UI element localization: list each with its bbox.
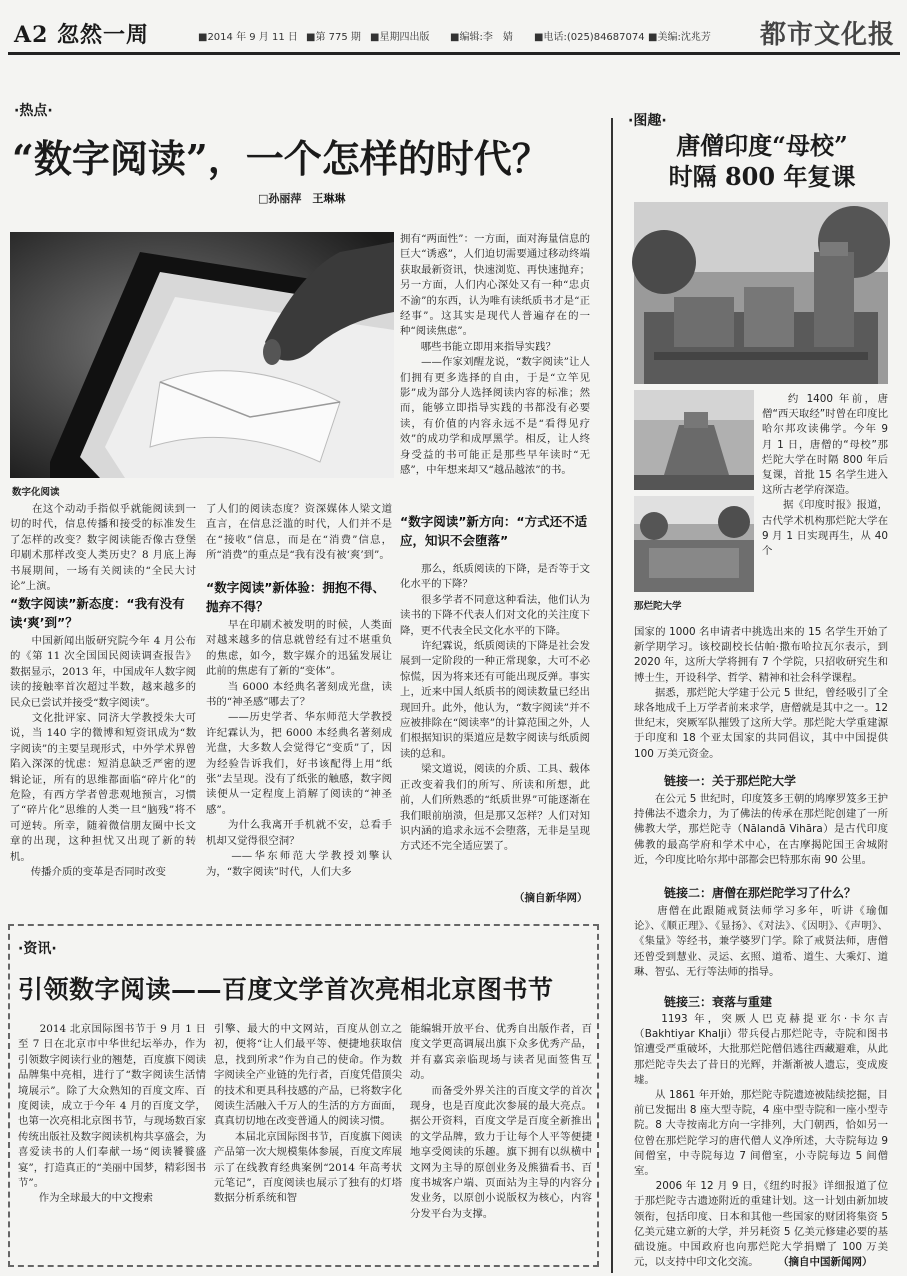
photo-caption: 数字化阅读: [12, 487, 60, 498]
link-paragraph: 1193 年，突厥人巴克赫提亚尔·卡尔吉（Bakhtiyar Khalji）带兵侵占那烂陀寺，寺院和图书馆遭受严重破坏，大批那烂陀僧侣逃往西藏避难，从此那烂陀寺失去了昔日的光辉，并渐渐被人遗忘，变成废墟。 从 1861 年开始，那烂陀寺院遗迹被陆续挖掘，目前已发掘出 8 座大型寺院，4 座中型寺院和一座小型寺院。8 大寺按南北方向一字排列，大门朝西，恰如另一位曾在那烂陀学习的唐代僧人义净所述，大寺院每边 9 间僧室，中寺院每边 7 间僧室，小寺院每边 5 间僧室。 2006 年 12 月 9 日，《纽约时报》详细报道了位于那烂陀寺古遗迹附近的重建计划。这一计划由新加坡领衔，包括印度、日本和其他一些国家的财团将集资 5 亿美元建立新的大学，并另耗资 5 亿美元修建必要的基础设施。中国政府也向那烂陀大学捐赠了 100 万美元，以支持中印文化交流。: [634, 1013, 888, 1269]
article-byline: □孙丽萍 王琳琳: [258, 192, 346, 205]
right-headline: 唐僧印度“母校” 时隔 800 年复课: [668, 131, 856, 191]
news-tag: ·资讯·: [18, 941, 57, 957]
article-subheading: “数字阅读”新体验：拥抱不得、抛弃不得？: [206, 580, 385, 614]
right-photo-caption: 那烂陀大学: [634, 601, 682, 612]
newspaper-brand: 都市文化报: [759, 20, 895, 50]
link-paragraph: 唐僧在此跟随戒贤法师学习多年，听讲《瑜伽论》、《顺正理》、《显扬》、《对法》、《因明》、《声明》、《集量》等经书，兼学婆罗门学。除了戒贤法师，唐僧还曾受到慧业、灵运、玄照、道希、道生、大乘灯、道琳、智弘、无行等法师的指导。: [634, 905, 888, 978]
right-paragraph: 约 1400 年前，唐僧“西天取经”时曾在印度比哈尔邦攻读佛学。今年 9 月 1 日，唐僧的“母校”那烂陀大学在时隔 800 年后复课，首批 15 名学生进入这所古老学府深造。 据《印度时报》报道，古代学术机构那烂陀大学在 9 月 1 日实现再生，从 40 个: [762, 393, 888, 558]
article-headline: “数字阅读”，一个怎样的时代？: [12, 136, 550, 181]
article-subheading: “数字阅读”新方向：“方式还不适应，知识不会堕落”: [400, 514, 588, 548]
issue-weekday: ■星期四出版: [370, 32, 430, 43]
link-heading: 链接三：衰落与重建: [664, 995, 773, 1009]
article-paragraph: 拥有“两面性”：一方面，面对海量信息的巨大“诱惑”，人们迫切需要通过移动终端获取最新资讯，快速浏览、再快速抛弃；另一方面，人们内心深处又有一种“忠贞不渝”的东西，认为唯有读纸质书才是“正经事”。这其实是现代人普遍存在的一种“阅读焦虑”。 哪些书能立即用来指导实践？ ——作家刘醒龙说，“数字阅读”让人们拥有更多选择的自由，于是“立竿见影”成为部分人选择阅读内容的标准；然而，能够立即指导实践的书都没有必要读，有价值的内容永远不是“看得见疗效”的成功学和成厚黑学。相反，让人终身受益的书可能正是那些早年读时“无感”，中年想来却又“越品越浓”的书。: [400, 233, 590, 477]
link-paragraph: 在公元 5 世纪时，印度笈多王朝的鸠摩罗笈多王护持佛法不遗余力，为了佛法的传承在那烂陀创建了一所佛教大学，那烂陀寺（Nālandā Vihāra）是古代印度佛教的最高学府和学术中心，在古摩揭陀国王舍城附近，今印度比哈尔邦中部都会巴特那东南 90 公里。: [634, 793, 888, 866]
column-divider: [611, 118, 613, 1273]
news-paragraph: 能编辑开放平台、优秀自出版作者，百度文学更高调展出旗下众多优秀产品，并有嘉宾亲临现场与读者见面签售互动。 而备受外界关注的百度文学的首次现身，也是百度此次参展的最大亮点。据公开资料，百度文学是百度全新推出的文学品牌，致力于让每个人平等便捷地享受阅读的乐趣。旗下拥有以纵横中文网为主导的原创业务及熊猫看书、百度书城客户端、页面站为主导的内容分发业务，以原创小说版权为核心，内容分发平台为支撑。: [410, 1023, 592, 1220]
article-paragraph: 在这个动动手指似乎就能阅读到一切的时代，信息传播和接受的标准发生了怎样的改变？数字阅读能否像古登堡印刷术那样改变人类历史？8 月底上海书展期间，一场有关阅读的“全民大讨论”上演。: [10, 503, 196, 593]
article-paragraph: 中国新闻出版研究院今年 4 月公布的《第 11 次全国国民阅读调查报告》数据显示，2013 年，中国成年人数字阅读的接触率首次超过半数，越来越多的民众已尝试并接受“数字阅读”。 文化批评家、同济大学教授朱大可说，当 140 字的微博和短资讯成为“数字阅读”的主要呈现形式，中外学术界曾陷入深深的忧虑：短消息缺乏严密的逻辑论证，所有的思维都面临“碎片化”的危险，有西方学者曾悲观地预言，习惯了“碎片化”思维的人类一旦“脑残”将不可逆转。所幸，随着微信朋友圈中长文章的出现，这种担忧又出现了新的转机。 传播介质的变革是否同时改变: [10, 635, 196, 879]
article-subheading: “数字阅读”新态度：“我有没有读‘爽’到”？: [10, 596, 185, 630]
issue-date: ■2014 年 9 月 11 日: [198, 32, 298, 43]
issue-number: ■第 775 期: [306, 32, 361, 43]
ruins-illustration-1: [634, 202, 888, 384]
link-heading: 链接一：关于那烂陀大学: [664, 774, 797, 788]
news-headline: 引领数字阅读——百度文学首次亮相北京图书节: [18, 975, 554, 1004]
link-heading: 链接二：唐僧在那烂陀学习了什么？: [664, 886, 857, 900]
tablet-illustration: [10, 232, 394, 478]
nalanda-site-photo: [634, 496, 754, 592]
right-tag: ·图趣·: [628, 113, 667, 129]
phone-number: ■电话:(025)84687074: [534, 32, 645, 43]
nalanda-ruins-photo: [634, 202, 888, 384]
header-rule: [8, 52, 900, 55]
article-source: （摘自新华网）: [514, 892, 588, 904]
ruins-illustration-2: [634, 390, 754, 490]
editor-credit: ■编辑:李 婧: [450, 32, 513, 43]
article-paragraph: 了人们的阅读态度？资深媒体人梁文道直言，在信息泛滥的时代，人们并不是在“接收”信息，而是在“消费”信息，所“消费”的重点是“我有没有被‘爽’到”。: [206, 503, 392, 562]
news-paragraph: 2014 北京国际图书节于 9 月 1 日至 7 日在北京市中华世纪坛举办，作为引领数字阅读行业的翘楚，百度旗下阅读品牌集中亮相，进行了“数字阅读生活情境展示”。除了大众熟知的百度文库、百度阅读，成立于今年 4 月的百度文学，也第一次亮相北京图书节，与现场数百家传统出版社及数字阅读机构共享盛会，为喜爱读书的人们奉献一场“阅读饕餮盛宴”，打造真正的“美丽中国梦，精彩图书节”。 作为全球最大的中文搜索: [18, 1023, 206, 1205]
designer-credit: ■美编:沈兆芳: [648, 32, 711, 43]
article-tag: ·热点·: [14, 103, 53, 119]
section-title: A2 忽然一周: [14, 22, 150, 48]
right-paragraph: 国家的 1000 名申请者中挑选出来的 15 名学生开始了新学期学习。该校副校长估帕·撒布哈拉瓦尔表示，到 2020 年，这所大学将拥有 7 个学院，只招收研究生和博士生，开设科学、哲学、精神和社会科学课程。 据悉，那烂陀大学建于公元 5 世纪，曾经吸引了全球各地成千上万学者前来求学，唐僧就是其中之一。12 世纪末，突厥军队摧毁了这所大学。那烂陀大学重建源于印度和 18 个亚太国家的共同倡议，其中中国提供 100 万美元资金。: [634, 626, 888, 760]
tablet-reading-photo: [10, 232, 394, 478]
news-paragraph: 引擎、最大的中文网站，百度从创立之初，便将“让人们最平等、便捷地获取信息，找到所求”作为自己的使命。作为数字阅读全产业链的先行者，百度凭借顶尖的技术和更具科技感的产品，已将数字化阅读生活融入千万人的生活的方方面面，真真切切地在改变普通人的阅读习惯。 本届北京国际图书节，百度旗下阅读产品第一次大规模集体参展，百度文库展示了在线教育经典案例“2014 年高考状元笔记”，百度阅读也展示了独有的灯塔数据分析系统和智: [214, 1023, 402, 1205]
right-source: （摘自中国新闻网）: [778, 1256, 873, 1268]
ruins-illustration-3: [634, 496, 754, 592]
nalanda-stupa-photo: [634, 390, 754, 490]
article-paragraph: 那么，纸质阅读的下降，是否等于文化水平的下降？ 很多学者不同意这种看法，他们认为读书的下降不代表人们对文化的关注度下降，更不代表全民文化水平的下降。 许纪霖说，纸质阅读的下降是社会发展到一定阶段的一种正常现象，大可不必惊慌，因为将来还有可能出现反弹。事实上，近来中国人纸质书的阅读数量已经出现回升。此外，他认为，“数字阅读”并不应被排除在“阅读率”的计算范围之外，人们根据知识的渠道应是数字阅读与纸质阅读的总和。 梁文道说，阅读的介质、工具、载体正改变着我们的所写、所读和所想，此前，人们所熟悉的“纸质世界”可能逐渐在我们眼前崩溃，但是那又怎样？人们对知识内涵的追求永远不会堕落，无非是呈现方式还不完全适应罢了。: [400, 563, 590, 853]
article-paragraph: 早在印刷术被发明的时候，人类面对越来越多的信息就曾经有过不堪重负的焦虑，如今，数字媒介的迅猛发展让此前的焦虑有了新的“变体”。 当 6000 本经典名著刻成光盘，读书的“神圣感”哪去了？ ——历史学者、华东师范大学教授许纪霖认为，把 6000 本经典名著刻成光盘，大多数人会觉得它“变质”了，因为经验告诉我们，好书该配得上用“纸张”去呈现。没有了纸张的触感，数字阅读便从一定程度上消解了阅读的“神圣感”。 为什么我离开手机就不安，总看手机却又觉得很空洞？ ——华东师范大学教授刘擎认为，“数字阅读”时代，人们大多: [206, 619, 392, 878]
